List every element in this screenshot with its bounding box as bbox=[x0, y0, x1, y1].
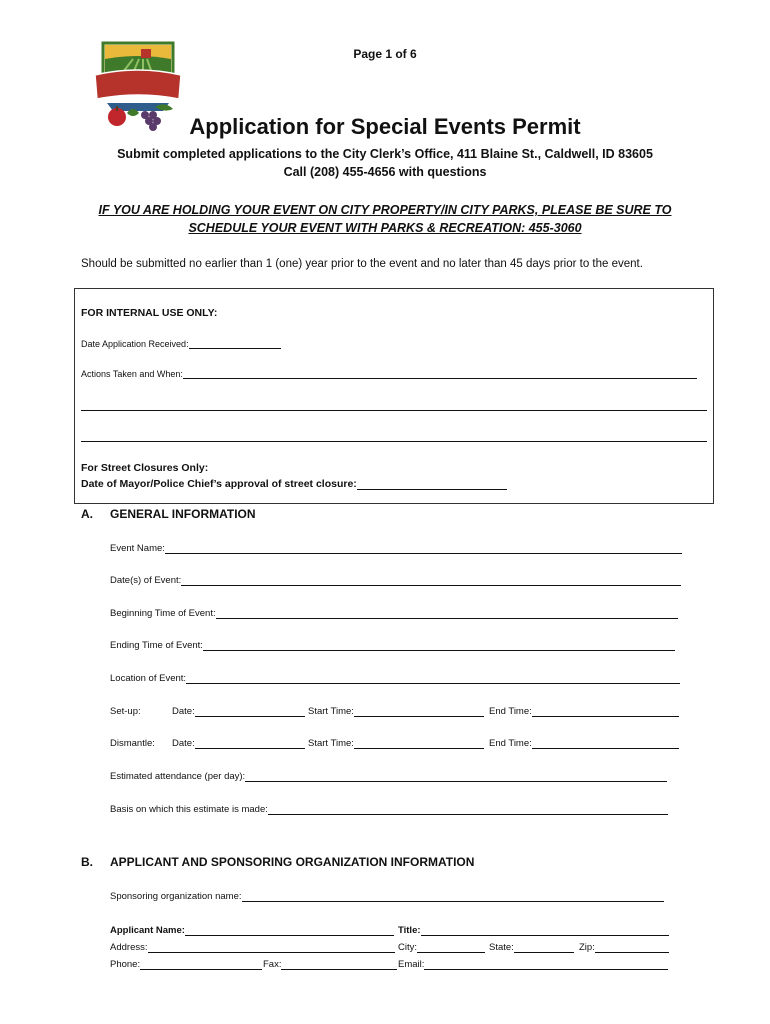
dismantle-start-input[interactable] bbox=[354, 738, 484, 749]
applicant-title-label: Title: bbox=[398, 925, 421, 936]
phone-label: Phone: bbox=[110, 959, 141, 970]
actions-taken-input[interactable] bbox=[183, 368, 697, 379]
submission-timing-note: Should be submitted no earlier than 1 (one) year prior to the event and no later than 45 days prior to the event. bbox=[81, 258, 643, 270]
state-label: State: bbox=[489, 942, 514, 953]
setup-start-input[interactable] bbox=[354, 706, 484, 717]
zip-label: Zip: bbox=[579, 942, 595, 953]
section-b-heading: APPLICANT AND SPONSORING ORGANIZATION INFORMATION bbox=[110, 855, 475, 869]
setup-label: Set-up: bbox=[110, 706, 141, 717]
internal-use-heading: FOR INTERNAL USE ONLY: bbox=[81, 307, 218, 319]
street-closure-label: Date of Mayor/Police Chief’s approval of street closure: bbox=[81, 478, 357, 490]
fax-field bbox=[263, 959, 397, 970]
city-label: City: bbox=[398, 942, 417, 953]
setup-date-label: Date: bbox=[172, 706, 195, 717]
actions-taken-line-2[interactable] bbox=[81, 410, 707, 411]
sponsor-label: Sponsoring organization name: bbox=[110, 891, 242, 902]
street-closure-heading: For Street Closures Only: bbox=[81, 462, 209, 474]
basis-input[interactable] bbox=[268, 804, 668, 815]
setup-start-field bbox=[308, 706, 484, 717]
parks-warning-line-1: IF YOU ARE HOLDING YOUR EVENT ON CITY PROPERTY/IN CITY PARKS, PLEASE BE SURE TO bbox=[98, 203, 672, 217]
call-instructions: Call (208) 455-4656 with questions bbox=[283, 165, 487, 179]
basis-field bbox=[110, 804, 668, 815]
actions-taken-field bbox=[81, 368, 697, 379]
setup-date-field bbox=[172, 706, 305, 717]
address-field bbox=[110, 942, 395, 953]
applicant-name-label: Applicant Name: bbox=[110, 925, 185, 936]
actions-taken-label: Actions Taken and When: bbox=[81, 369, 183, 379]
dismantle-date-field bbox=[172, 738, 305, 749]
attendance-input[interactable] bbox=[245, 771, 667, 782]
dismantle-end-field bbox=[489, 738, 679, 749]
state-input[interactable] bbox=[514, 942, 574, 953]
applicant-title-input[interactable] bbox=[421, 925, 669, 936]
dismantle-end-input[interactable] bbox=[532, 738, 679, 749]
email-input[interactable] bbox=[424, 959, 668, 970]
dismantle-date-input[interactable] bbox=[195, 738, 305, 749]
event-name-field bbox=[110, 543, 682, 554]
dismantle-label: Dismantle: bbox=[110, 738, 155, 749]
sponsor-field bbox=[110, 891, 664, 902]
dismantle-start-label: Start Time: bbox=[308, 738, 354, 749]
address-input[interactable] bbox=[148, 942, 395, 953]
date-received-input[interactable] bbox=[189, 338, 281, 349]
email-label: Email: bbox=[398, 959, 425, 970]
city-input[interactable] bbox=[417, 942, 485, 953]
begin-time-input[interactable] bbox=[216, 608, 678, 619]
date-received-field bbox=[81, 338, 281, 349]
phone-input[interactable] bbox=[140, 959, 262, 970]
event-dates-label: Date(s) of Event: bbox=[110, 575, 182, 586]
email-field bbox=[398, 959, 668, 970]
date-received-label: Date Application Received: bbox=[81, 339, 189, 349]
setup-end-label: End Time: bbox=[489, 706, 532, 717]
submit-instructions: Submit completed applications to the City Clerk’s Office, 411 Blaine St., Caldwell, ID 83605 bbox=[117, 147, 653, 161]
event-dates-input[interactable] bbox=[181, 575, 681, 586]
location-input[interactable] bbox=[186, 673, 680, 684]
setup-start-label: Start Time: bbox=[308, 706, 354, 717]
attendance-field bbox=[110, 771, 667, 782]
street-closure-input[interactable] bbox=[357, 479, 507, 490]
begin-time-label: Beginning Time of Event: bbox=[110, 608, 216, 619]
end-time-field bbox=[110, 640, 675, 651]
applicant-name-input[interactable] bbox=[185, 925, 394, 936]
setup-end-field bbox=[489, 706, 679, 717]
applicant-title-field bbox=[398, 925, 669, 936]
event-name-input[interactable] bbox=[165, 543, 682, 554]
phone-field bbox=[110, 959, 262, 970]
section-a-heading: GENERAL INFORMATION bbox=[110, 507, 256, 521]
state-field bbox=[489, 942, 574, 953]
city-field bbox=[398, 942, 485, 953]
applicant-name-field bbox=[110, 925, 394, 936]
address-label: Address: bbox=[110, 942, 148, 953]
actions-taken-line-3[interactable] bbox=[81, 441, 707, 442]
setup-end-input[interactable] bbox=[532, 706, 679, 717]
parks-warning-line-2: SCHEDULE YOUR EVENT WITH PARKS & RECREATION: 455-3060 bbox=[188, 221, 582, 235]
sponsor-input[interactable] bbox=[242, 891, 664, 902]
attendance-label: Estimated attendance (per day): bbox=[110, 771, 246, 782]
location-label: Location of Event: bbox=[110, 673, 187, 684]
event-name-label: Event Name: bbox=[110, 543, 165, 554]
dismantle-date-label: Date: bbox=[172, 738, 195, 749]
end-time-input[interactable] bbox=[203, 640, 675, 651]
page-title: Application for Special Events Permit bbox=[189, 114, 581, 139]
fax-label: Fax: bbox=[263, 959, 282, 970]
location-field bbox=[110, 673, 680, 684]
event-dates-field bbox=[110, 575, 681, 586]
end-time-label: Ending Time of Event: bbox=[110, 640, 203, 651]
setup-date-input[interactable] bbox=[195, 706, 305, 717]
page-number: Page 1 of 6 bbox=[353, 47, 417, 61]
fax-input[interactable] bbox=[281, 959, 397, 970]
begin-time-field bbox=[110, 608, 678, 619]
section-a-letter: A. bbox=[81, 507, 93, 521]
zip-input[interactable] bbox=[595, 942, 669, 953]
zip-field bbox=[579, 942, 669, 953]
section-b-letter: B. bbox=[81, 855, 93, 869]
street-closure-field bbox=[81, 478, 507, 490]
dismantle-start-field bbox=[308, 738, 484, 749]
dismantle-end-label: End Time: bbox=[489, 738, 532, 749]
basis-label: Basis on which this estimate is made: bbox=[110, 804, 268, 815]
